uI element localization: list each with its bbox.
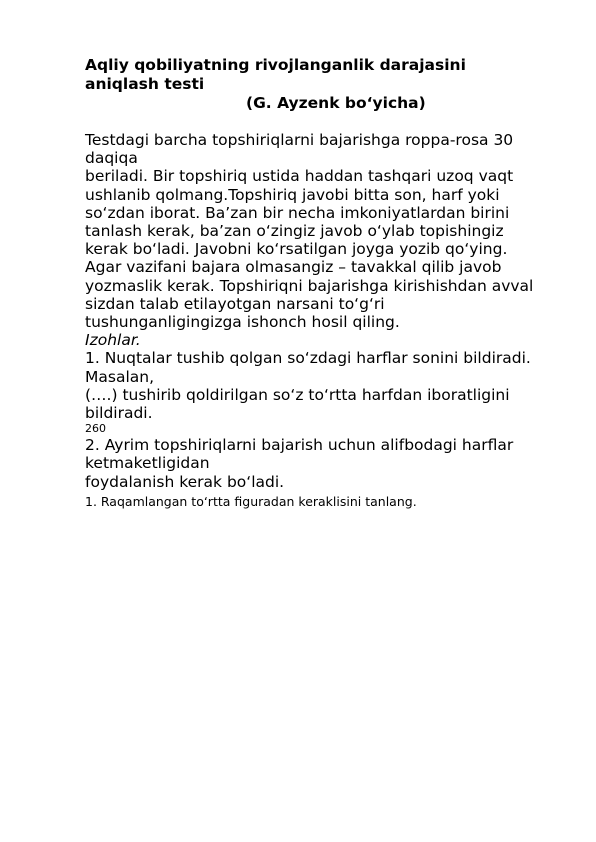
text-line: Masalan, [85, 367, 155, 386]
notes-heading: Izohlar. [85, 331, 141, 350]
text-line: bildiradi. [85, 404, 153, 423]
page-subtitle: (G. Ayzenk bo‘yicha) [246, 94, 426, 112]
note-2 [85, 436, 565, 491]
page-number: 260 [85, 422, 106, 436]
text-line: (….) tushirib qoldirilgan so‘z to‘rtta harfdan iboratligini [85, 385, 510, 404]
text-line: ketmaketligidan [85, 454, 210, 473]
note-1 [85, 349, 565, 422]
text-line: Agar vazifani bajara olmasangiz – tavakkal qilib javob [85, 258, 502, 277]
page-title [85, 56, 565, 94]
text-line: foydalanish kerak bo‘ladi. [85, 472, 285, 491]
text-line: kerak bo‘ladi. Javobni ko‘rsatilgan joyga yozib qo‘ying. [85, 240, 508, 259]
title-line: aniqlash testi [85, 75, 205, 93]
text-line: beriladi. Bir topshiriq ustida haddan tashqari uzoq vaqt [85, 167, 514, 186]
document-page [85, 56, 565, 510]
text-line: so‘zdan iborat. Ba’zan bir necha imkoniyatlardan birini [85, 203, 510, 222]
title-line: Aqliy qobiliyatning rivojlanganlik darajasini [85, 56, 466, 74]
task-1-instruction: 1. Raqamlangan to‘rtta figuradan keraklisini tanlang. [85, 493, 417, 509]
text-line: sizdan talab etilayotgan narsani to‘g‘ri [85, 294, 385, 313]
instructions-paragraph [85, 131, 565, 331]
text-line: daqiqa [85, 149, 138, 168]
text-line: yozmaslik kerak. Topshiriqni bajarishga kirishishdan avval [85, 276, 534, 295]
text-line: tanlash kerak, ba’zan o‘zingiz javob o‘ylab topishingiz [85, 222, 504, 241]
text-line: tushunganligingizga ishonch hosil qiling. [85, 313, 400, 332]
text-line: Testdagi barcha topshiriqlarni bajarishga roppa-rosa 30 [85, 131, 514, 149]
text-line: 1. Nuqtalar tushib qolgan so‘zdagi harflar sonini bildiradi. [85, 349, 531, 368]
text-line: 2. Ayrim topshiriqlarni bajarish uchun alifbodagi harflar [85, 436, 514, 455]
text-line: ushlanib qolmang.Topshiriq javobi bitta son, harf yoki [85, 185, 500, 204]
